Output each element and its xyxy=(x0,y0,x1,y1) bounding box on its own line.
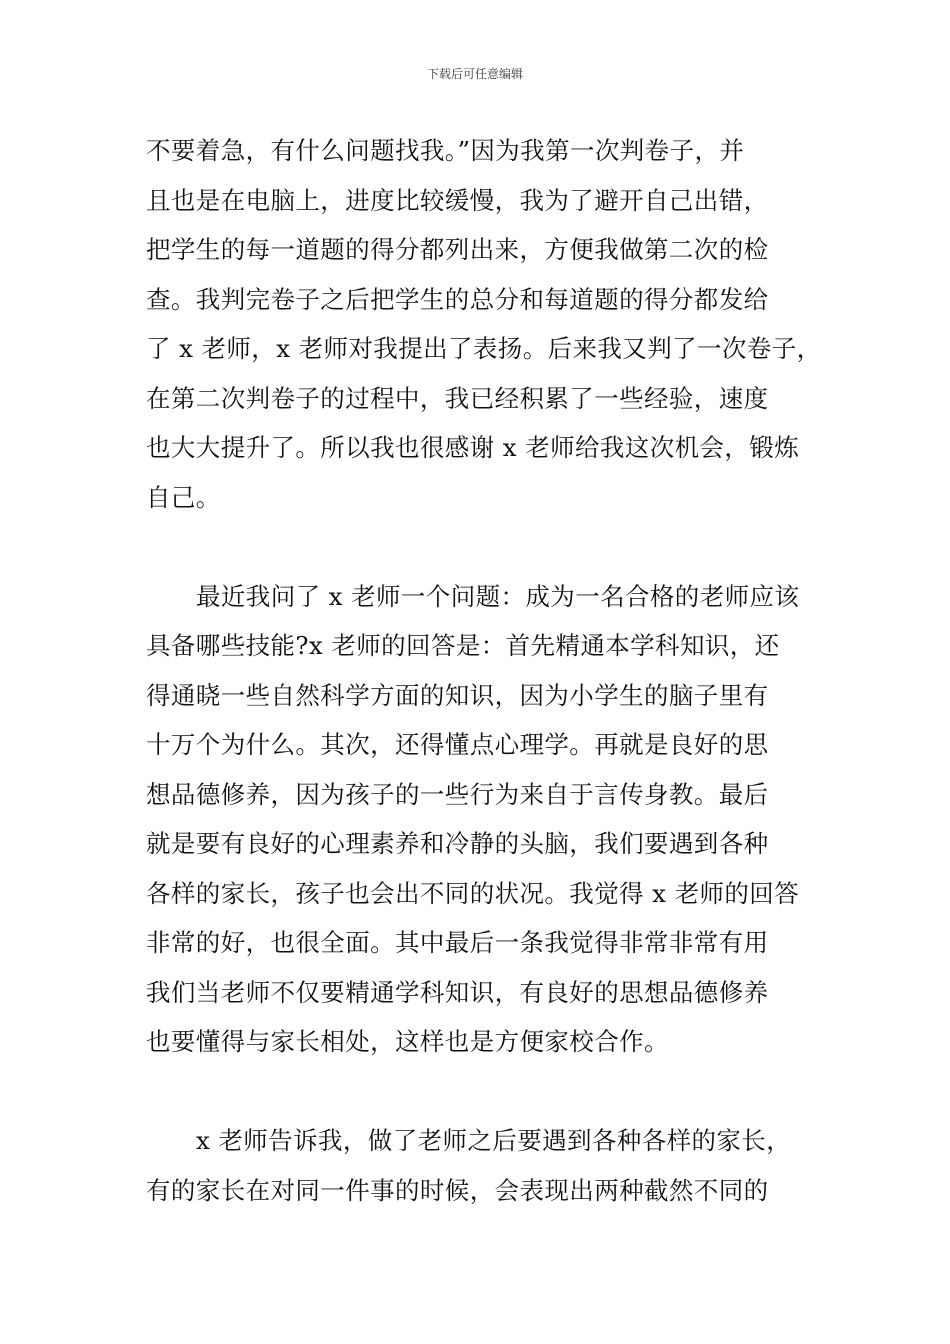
text-line: 在第二次判卷子的过程中，我已经积累了一些经验，速度 xyxy=(146,383,769,413)
text-line: 查。我判完卷子之后把学生的总分和每道题的得分都发给 xyxy=(146,284,769,314)
text-line: 不要着急，有什么问题找我。”因为我第一次判卷子，并 xyxy=(146,136,745,165)
paragraph-spacer xyxy=(146,522,816,572)
text-line: 且也是在电脑上，进度比较缓慢，我为了避开自己出错， xyxy=(146,185,769,215)
text-line: 非常的好，也很全面。其中最后一条我觉得非常非常有用 xyxy=(146,928,769,957)
text-line: 各样的家长，孩子也会出不同的状况。我觉得 x 老师的回答 xyxy=(146,878,800,908)
text-line: 把学生的每一道题的得分都列出来，方便我做第二次的检 xyxy=(146,235,769,264)
text-line: 想品德修养，因为孩子的一些行为来自于言传身教。最后 xyxy=(146,779,769,809)
text-line: 得通晓一些自然科学方面的知识，因为小学生的脑子里有 xyxy=(146,680,769,710)
text-line: x 老师告诉我，做了老师之后要遇到各种各样的家长， xyxy=(196,1126,792,1155)
paragraph-3 xyxy=(146,1116,816,1215)
text-line: 就是要有良好的心理素养和冷静的头脑，我们要遇到各种 xyxy=(146,829,769,858)
text-line: 也大大提升了。所以我也很感谢 x 老师给我这次机会，锻炼 xyxy=(146,433,800,462)
text-line: 也要懂得与家长相处，这样也是方便家校合作。 xyxy=(146,1027,669,1056)
text-line: 十万个为什么。其次，还得懂点心理学。再就是良好的思 xyxy=(146,730,769,759)
page-header: 下载后可任意编辑 xyxy=(426,67,523,81)
document-body xyxy=(146,126,822,1215)
text-line: 有的家长在对同一件事的时候，会表现出两种截然不同的 xyxy=(146,1175,769,1205)
text-line: 自己。 xyxy=(146,482,221,512)
text-line: 具备哪些技能?x 老师的回答是：首先精通本学科知识，还 xyxy=(146,631,780,660)
text-line: 了 x 老师，x 老师对我提出了表扬。后来我又判了一次卷子， xyxy=(146,334,822,363)
text-line: 我们当老师不仅要精通学科知识，有良好的思想品德修养 xyxy=(146,977,769,1007)
text-line: 最近我问了 x 老师一个问题：成为一名合格的老师应该 xyxy=(196,581,800,611)
paragraph-spacer xyxy=(146,1067,816,1117)
paragraph-2 xyxy=(146,572,816,1067)
paragraph-1 xyxy=(146,126,822,522)
